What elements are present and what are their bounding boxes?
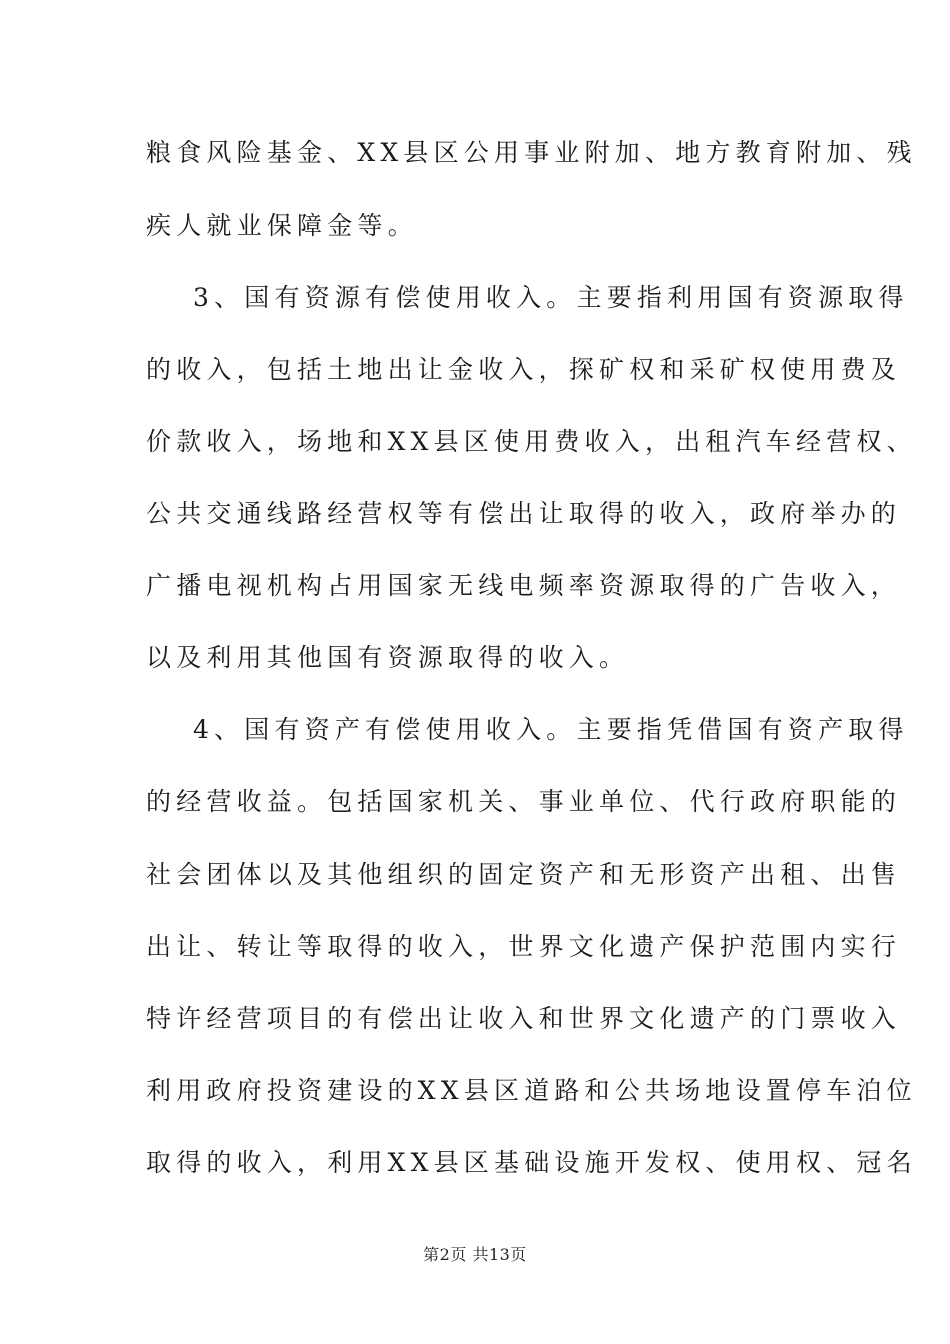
text-line: 广播电视机构占用国家无线电频率资源取得的广告收入， bbox=[146, 571, 902, 600]
text-line: 利用政府投资建设的XX县区道路和公共场地设置停车泊位 bbox=[146, 1076, 917, 1105]
page-number-footer: 第2页 共13页 bbox=[423, 1245, 527, 1264]
text-line: 价款收入，场地和XX县区使用费收入，出租汽车经营权、 bbox=[146, 427, 917, 456]
text-line: 的收入，包括土地出让金收入，探矿权和采矿权使用费及 bbox=[146, 355, 902, 384]
text-line: 出让、转让等取得的收入，世界文化遗产保护范围内实行 bbox=[146, 932, 902, 961]
text-line: 取得的收入，利用XX县区基础设施开发权、使用权、冠名 bbox=[146, 1148, 917, 1177]
text-line: 粮食风险基金、XX县区公用事业附加、地方教育附加、残 bbox=[146, 138, 917, 167]
text-line: 的经营收益。包括国家机关、事业单位、代行政府职能的 bbox=[146, 787, 902, 816]
text-line: 疾人就业保障金等。 bbox=[146, 211, 418, 240]
text-line: 社会团体以及其他组织的固定资产和无形资产出租、出售 bbox=[146, 860, 902, 889]
text-line: 以及利用其他国有资源取得的收入。 bbox=[146, 643, 630, 672]
text-line: 特许经营项目的有偿出让收入和世界文化遗产的门票收入 bbox=[146, 1004, 902, 1033]
text-line: 公共交通线路经营权等有偿出让取得的收入，政府举办的 bbox=[146, 499, 902, 528]
paragraph-start-line: 3、国有资源有偿使用收入。主要指利用国有资源取得 bbox=[193, 283, 909, 312]
paragraph-start-line: 4、国有资产有偿使用收入。主要指凭借国有资产取得 bbox=[193, 715, 909, 744]
